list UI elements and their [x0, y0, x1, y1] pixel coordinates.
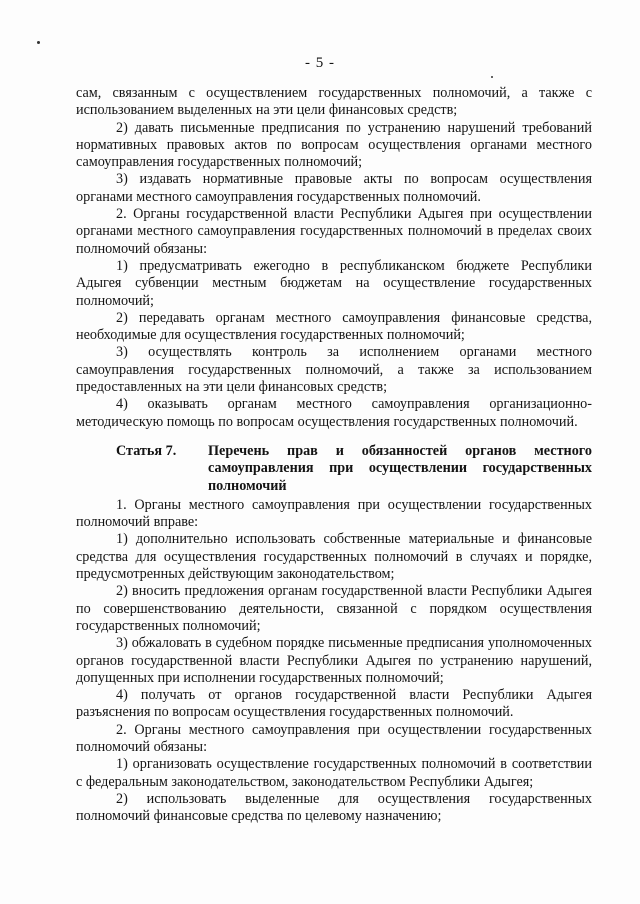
scan-speck: [37, 41, 40, 44]
article-heading: [76, 443, 592, 495]
paragraph: 1) предусматривать ежегодно в республиканском бюджете Республики Адыгея субвенции местным бюджетам на осуществление государственных полномочий;: [76, 257, 592, 309]
paragraph: 1) дополнительно использовать собственные материальные и финансовые средства для осуществления государственных полномочий в случаях и порядке, предусмотренных действующим законодательством;: [76, 531, 592, 583]
paragraph: 4) получать от органов государственной власти Республики Адыгея разъяснения по вопросам осуществления государственных полномочий.: [76, 687, 592, 721]
article-title: Перечень прав и обязанностей органов местного самоуправления при осуществлении государственных полномочий: [208, 442, 592, 494]
paragraph: 4) оказывать органам местного самоуправления организационно-методическую помощь по вопросам осуществления государственных полномочий.: [76, 396, 592, 430]
paragraph: 2) давать письменные предписания по устранению нарушений требований нормативных правовых актов по вопросам осуществления органами местного самоуправления государственных полномочий;: [76, 119, 592, 171]
scan-speck: [491, 76, 493, 78]
page-number: - 5 -: [305, 55, 335, 71]
paragraph: 3) осуществлять контроль за исполнением органами местного самоуправления государственных полномочий, а также за использованием предоставленных на эти цели финансовых средств;: [76, 344, 592, 396]
paragraph: 2. Органы местного самоуправления при осуществлении государственных полномочий обязаны:: [76, 721, 592, 755]
paragraph: 2) вносить предложения органам государственной власти Республики Адыгея по совершенствованию деятельности, связанной с порядком осуществления государственных полномочий;: [76, 583, 592, 634]
paragraph: 3) обжаловать в судебном порядке письменные предписания уполномоченных органов государственной власти Республики Адыгея по устранению нарушений, допущенных при исполнении государственных полномочий;: [76, 635, 592, 686]
paragraph: 1) организовать осуществление государственных полномочий в соответствии с федеральным законодательством, законодательством Республики Адыгея;: [76, 756, 592, 790]
paragraph: 2) передавать органам местного самоуправления финансовые средства, необходимые для осуществления государственных полномочий;: [76, 309, 592, 344]
paragraph: 2. Органы государственной власти Республики Адыгея при осуществлении органами местного самоуправления государственных полномочий в пределах своих полномочий обязаны:: [76, 206, 592, 257]
paragraph: сам, связанным с осуществлением государственных полномочий, а также с использованием выделенных на эти цели финансовых средств;: [76, 85, 592, 119]
paragraph: 2) использовать выделенные для осуществления государственных полномочий финансовые средства по целевому назначению;: [76, 790, 592, 825]
article-number: Статья 7.: [116, 442, 177, 459]
document-body: [76, 85, 592, 825]
paragraph: 1. Органы местного самоуправления при осуществлении государственных полномочий вправе:: [76, 496, 592, 531]
paragraph: 3) издавать нормативные правовые акты по вопросам осуществления органами местного самоуправления государственных полномочий.: [76, 171, 592, 205]
